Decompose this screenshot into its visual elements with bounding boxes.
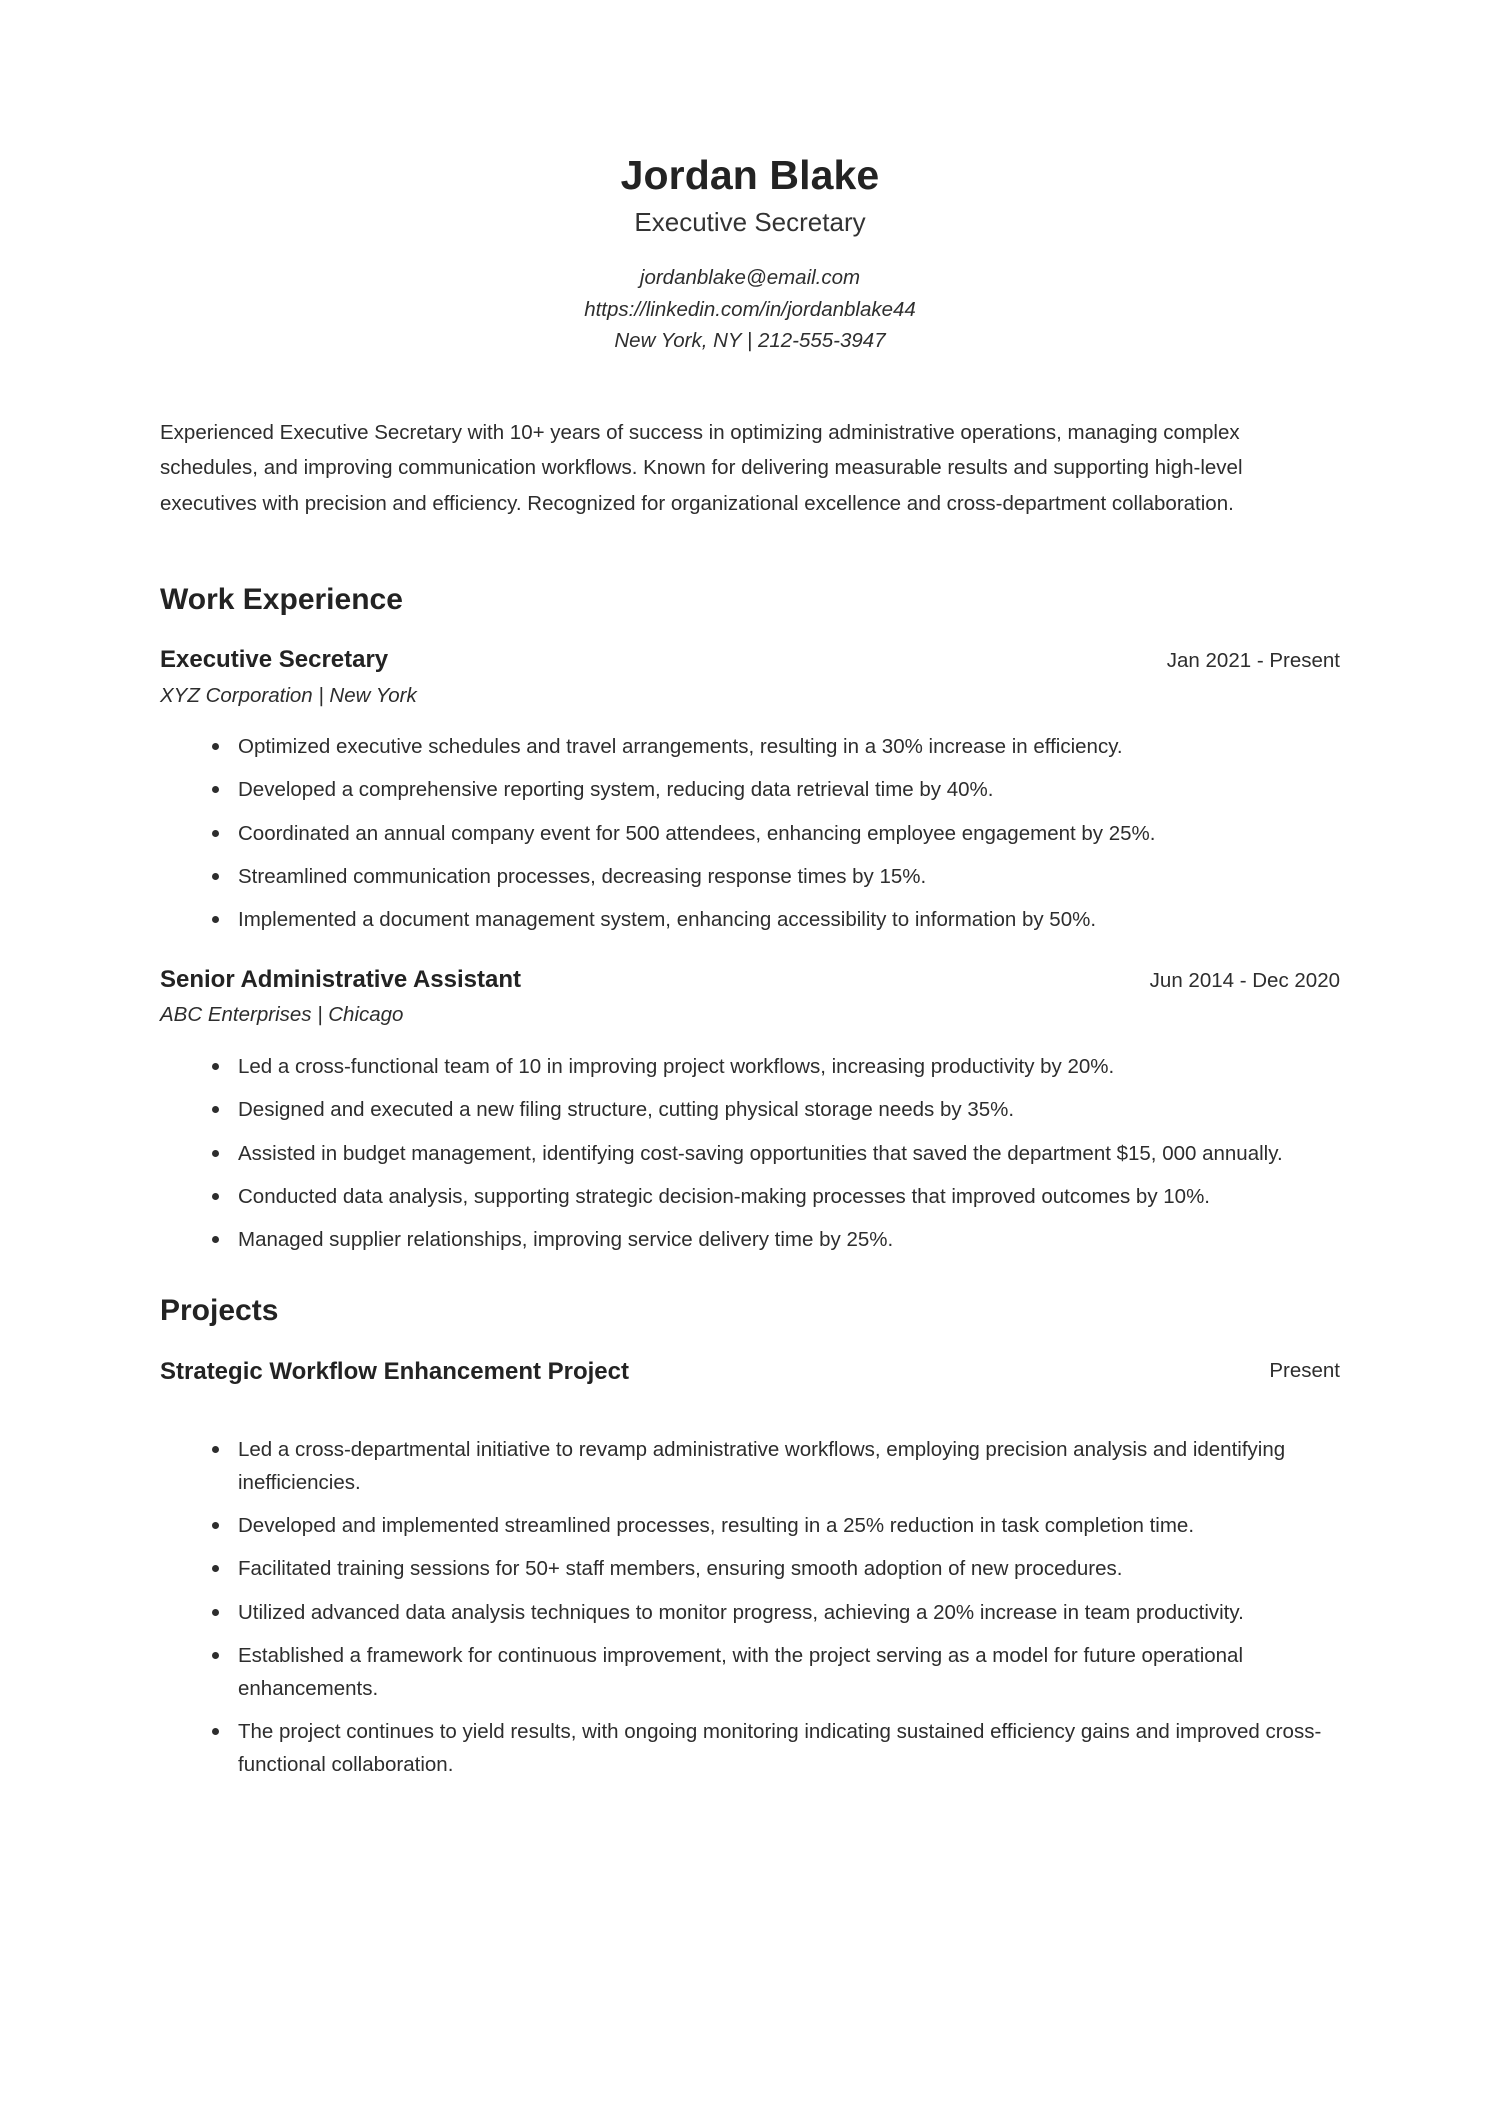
work-entry-date: Jun 2014 - Dec 2020 <box>1149 969 1340 993</box>
work-entry-head <box>160 644 1340 675</box>
section-work-experience <box>160 581 1340 1256</box>
bullet-item: Optimized executive schedules and travel arrangements, resulting in a 30% increase in efficiency. <box>236 730 1340 763</box>
project-entry-date: Present <box>1269 1358 1340 1382</box>
work-entry-role: Senior Administrative Assistant <box>160 966 521 994</box>
contact-info <box>160 262 1340 357</box>
work-entry-organization: XYZ Corporation | New York <box>160 683 417 707</box>
project-entry-title: Strategic Workflow Enhancement Project <box>160 1357 629 1385</box>
bullet-item: Implemented a document management system, enhancing accessibility to information by 50%. <box>236 903 1340 936</box>
bullet-item: The project continues to yield results, with ongoing monitoring indicating sustained efficiency gains and improved cross-functional collaboration. <box>236 1715 1340 1781</box>
bullet-item: Developed a comprehensive reporting system, reducing data retrieval time by 40%. <box>236 773 1340 806</box>
professional-summary: Experienced Executive Secretary with 10+ years of success in optimizing administrative operations, managing complex schedules, and improving communication workflows. Known for delivering measurable results and supporting high-level executives with precision and efficiency. Recognized for organizational excellence and cross-department collaboration. <box>160 421 1243 515</box>
work-entry-bullets <box>160 730 1340 936</box>
bullet-item: Managed supplier relationships, improving service delivery time by 25%. <box>236 1223 1340 1256</box>
contact-email[interactable]: jordanblake@email.com <box>639 265 861 289</box>
bullet-item: Facilitated training sessions for 50+ staff members, ensuring smooth adoption of new procedures. <box>236 1552 1340 1585</box>
bullet-item: Utilized advanced data analysis techniques to monitor progress, achieving a 20% increase in team productivity. <box>236 1596 1340 1629</box>
work-entry <box>160 644 1340 936</box>
bullet-item: Designed and executed a new filing structure, cutting physical storage needs by 35%. <box>236 1093 1340 1126</box>
bullet-item: Led a cross-functional team of 10 in improving project workflows, increasing productivity by 20%. <box>236 1050 1340 1083</box>
project-entry-bullets <box>160 1433 1340 1782</box>
candidate-job-title: Executive Secretary <box>634 207 866 238</box>
bullet-item: Streamlined communication processes, decreasing response times by 15%. <box>236 860 1340 893</box>
work-entry <box>160 964 1340 1256</box>
bullet-item: Developed and implemented streamlined processes, resulting in a 25% reduction in task completion time. <box>236 1509 1340 1542</box>
bullet-item: Assisted in budget management, identifying cost-saving opportunities that saved the department $15, 000 annually. <box>236 1137 1340 1170</box>
resume-header <box>160 150 1340 357</box>
bullet-item: Established a framework for continuous improvement, with the project serving as a model for future operational enhancements. <box>236 1639 1340 1705</box>
section-heading-work-experience: Work Experience <box>160 582 403 616</box>
work-entry-organization: ABC Enterprises | Chicago <box>160 1003 404 1027</box>
bullet-item: Led a cross-departmental initiative to revamp administrative workflows, employing precision analysis and identifying inefficiencies. <box>236 1433 1340 1499</box>
work-entry-role: Executive Secretary <box>160 646 389 674</box>
project-entry-head <box>160 1356 1340 1387</box>
work-entry-head <box>160 964 1340 995</box>
contact-linkedin[interactable]: https://linkedin.com/in/jordanblake44 <box>584 297 916 321</box>
contact-location-phone: New York, NY | 212-555-3947 <box>614 329 886 353</box>
work-entry-date: Jan 2021 - Present <box>1166 649 1340 673</box>
work-entry-bullets <box>160 1050 1340 1256</box>
project-entry <box>160 1356 1340 1782</box>
section-projects <box>160 1292 1340 1782</box>
bullet-item: Coordinated an annual company event for 500 attendees, enhancing employee engagement by 25%. <box>236 817 1340 850</box>
section-heading-projects: Projects <box>160 1294 279 1328</box>
candidate-name: Jordan Blake <box>620 152 880 198</box>
bullet-item: Conducted data analysis, supporting strategic decision-making processes that improved outcomes by 10%. <box>236 1180 1340 1213</box>
